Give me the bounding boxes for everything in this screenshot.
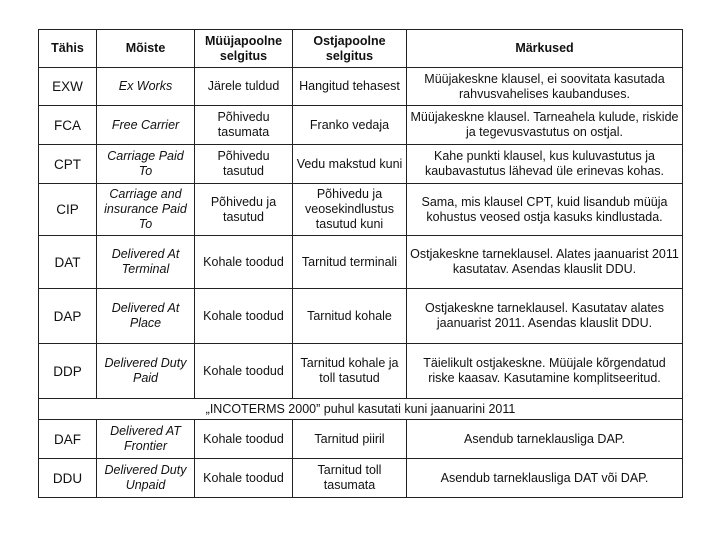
cell-seller: Põhivedu ja tasutud: [195, 184, 293, 236]
incoterms-2000-note: „INCOTERMS 2000” puhul kasutati kuni jaanuarini 2011: [39, 399, 683, 420]
cell-term: Delivered At Place: [97, 289, 195, 344]
cell-buyer: Hangitud tehasest: [293, 68, 407, 106]
cell-buyer: Franko vedaja: [293, 106, 407, 145]
cell-notes: Müüjakeskne klausel. Tarneahela kulude, riskide ja tegevusvastutus on ostjal.: [407, 106, 683, 145]
cell-notes: Ostjakeskne tarneklausel. Alates jaanuarist 2011 kasutatav. Asendas klauslit DDU.: [407, 236, 683, 289]
cell-notes: Täielikult ostjakeskne. Müüjale kõrgendatud riske kaasav. Kasutamine komplitseeritud.: [407, 344, 683, 399]
cell-code: DAT: [39, 236, 97, 289]
cell-notes: Asendub tarneklausliga DAT või DAP.: [407, 459, 683, 498]
cell-buyer: Vedu makstud kuni: [293, 145, 407, 184]
cell-code: CPT: [39, 145, 97, 184]
table-row: [39, 289, 683, 344]
cell-term: Ex Works: [97, 68, 195, 106]
table-row: [39, 344, 683, 399]
cell-term: Free Carrier: [97, 106, 195, 145]
header-notes: Märkused: [407, 30, 683, 68]
cell-term: Delivered At Terminal: [97, 236, 195, 289]
cell-buyer: Tarnitud terminali: [293, 236, 407, 289]
cell-seller: Põhivedu tasumata: [195, 106, 293, 145]
table-row: [39, 145, 683, 184]
cell-term: Delivered Duty Paid: [97, 344, 195, 399]
cell-code: CIP: [39, 184, 97, 236]
cell-seller: Kohale toodud: [195, 420, 293, 459]
cell-code: DDP: [39, 344, 97, 399]
table-row: [39, 106, 683, 145]
section-divider-row: [39, 399, 683, 420]
header-buyer: Ostjapoolne selgitus: [293, 30, 407, 68]
cell-code: DAP: [39, 289, 97, 344]
cell-buyer: Tarnitud kohale: [293, 289, 407, 344]
cell-code: DDU: [39, 459, 97, 498]
header-code: Tähis: [39, 30, 97, 68]
cell-seller: Kohale toodud: [195, 459, 293, 498]
table-row: [39, 68, 683, 106]
cell-notes: Müüjakeskne klausel, ei soovitata kasutada rahvusvahelises kaubanduses.: [407, 68, 683, 106]
cell-seller: Põhivedu tasutud: [195, 145, 293, 184]
cell-code: EXW: [39, 68, 97, 106]
cell-seller: Järele tuldud: [195, 68, 293, 106]
cell-term: Carriage Paid To: [97, 145, 195, 184]
header-term: Mõiste: [97, 30, 195, 68]
cell-buyer: Põhivedu ja veosekindlustus tasutud kuni: [293, 184, 407, 236]
header-seller: Müüjapoolne selgitus: [195, 30, 293, 68]
cell-buyer: Tarnitud kohale ja toll tasutud: [293, 344, 407, 399]
table-row: [39, 459, 683, 498]
cell-notes: Ostjakeskne tarneklausel. Kasutatav alates jaanuarist 2011. Asendas klauslit DDU.: [407, 289, 683, 344]
cell-seller: Kohale toodud: [195, 236, 293, 289]
cell-notes: Asendub tarneklausliga DAP.: [407, 420, 683, 459]
cell-term: Delivered Duty Unpaid: [97, 459, 195, 498]
cell-notes: Kahe punkti klausel, kus kuluvastutus ja kaubavastutus lähevad üle erinevas kohas.: [407, 145, 683, 184]
header-row: [39, 30, 683, 68]
cell-code: DAF: [39, 420, 97, 459]
cell-seller: Kohale toodud: [195, 289, 293, 344]
cell-code: FCA: [39, 106, 97, 145]
incoterms-table: [38, 29, 683, 498]
cell-term: Carriage and insurance Paid To: [97, 184, 195, 236]
cell-term: Delivered AT Frontier: [97, 420, 195, 459]
cell-seller: Kohale toodud: [195, 344, 293, 399]
table-row: [39, 236, 683, 289]
table-row: [39, 184, 683, 236]
table-row: [39, 420, 683, 459]
cell-buyer: Tarnitud toll tasumata: [293, 459, 407, 498]
cell-notes: Sama, mis klausel CPT, kuid lisandub müüja kohustus veosed ostja kasuks kindlustada.: [407, 184, 683, 236]
cell-buyer: Tarnitud piiril: [293, 420, 407, 459]
